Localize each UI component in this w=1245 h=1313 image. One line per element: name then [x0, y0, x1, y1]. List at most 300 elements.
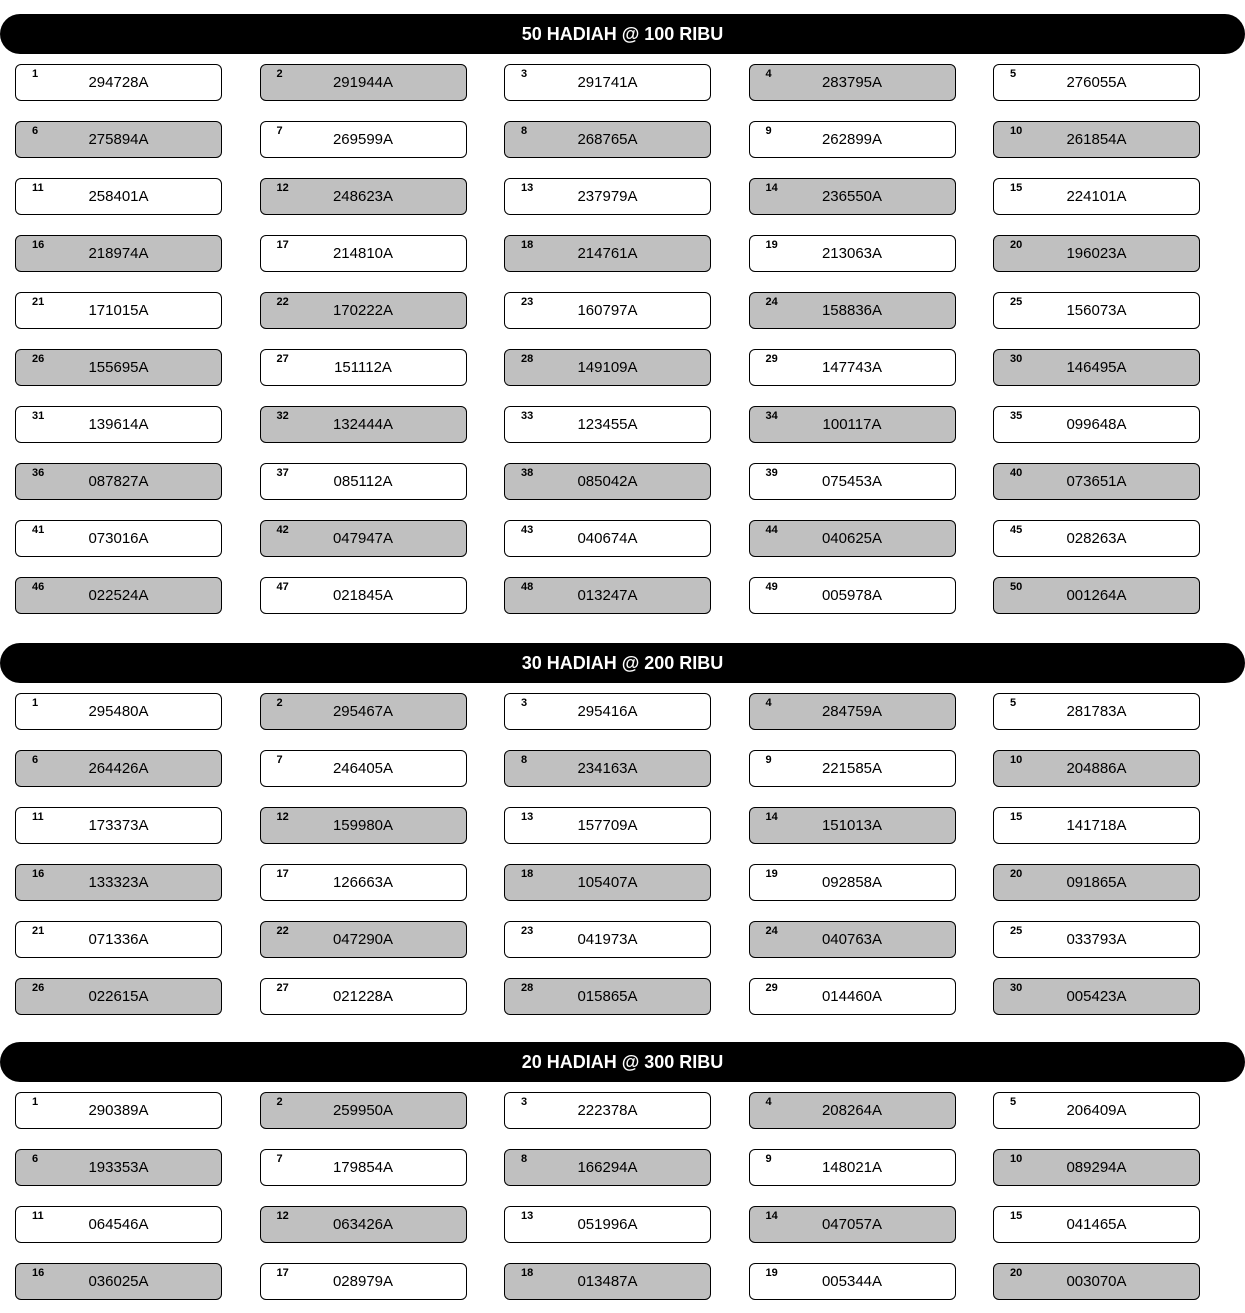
- ticket-code: 291741A: [577, 74, 638, 91]
- ticket-number: 1: [32, 1096, 39, 1108]
- ticket-number: 7: [276, 125, 283, 137]
- ticket-number: 45: [1010, 524, 1023, 536]
- ticket-box: [749, 1206, 956, 1243]
- ticket-code: 246405A: [332, 760, 394, 777]
- ticket-code: 100117A: [822, 416, 882, 433]
- ticket-box: [504, 978, 711, 1015]
- ticket-number: 2: [276, 68, 283, 80]
- ticket-number: 4: [765, 68, 772, 80]
- ticket-box: [749, 178, 956, 215]
- ticket-box: [260, 978, 467, 1015]
- ticket-number: 25: [1010, 296, 1023, 308]
- ticket-box: [993, 864, 1200, 901]
- ticket-number: 34: [765, 410, 778, 422]
- ticket-box: [260, 693, 467, 730]
- ticket-number: 8: [521, 125, 528, 137]
- ticket-box: [15, 121, 222, 158]
- ticket-number: 9: [765, 754, 772, 766]
- ticket-number: 2: [276, 697, 283, 709]
- ticket-code: 248623A: [332, 188, 394, 205]
- ticket-box: [260, 406, 467, 443]
- ticket-box: [749, 921, 956, 958]
- ticket-code: 148021A: [821, 1159, 883, 1176]
- ticket-code: 294728A: [88, 74, 149, 91]
- ticket-number: 13: [521, 811, 534, 823]
- ticket-number: 28: [521, 982, 534, 994]
- ticket-number: 1: [32, 697, 39, 709]
- section-banner: 20 HADIAH @ 300 RIBU: [0, 1042, 1245, 1082]
- ticket-number: 11: [32, 1210, 44, 1222]
- ticket-box: [504, 235, 711, 272]
- ticket-box: [15, 1206, 222, 1243]
- ticket-code: 276055A: [1066, 74, 1127, 91]
- ticket-box: [15, 406, 222, 443]
- ticket-box: [749, 577, 956, 614]
- ticket-number: 8: [521, 754, 528, 766]
- ticket-number: 11: [32, 811, 44, 823]
- ticket-number: 4: [765, 1096, 772, 1108]
- ticket-code: 047947A: [332, 530, 394, 547]
- ticket-code: 159980A: [332, 817, 394, 834]
- ticket-code: 022615A: [88, 988, 149, 1005]
- ticket-box: [749, 1149, 956, 1186]
- ticket-code: 005978A: [821, 587, 883, 604]
- ticket-number: 5: [1010, 68, 1017, 80]
- ticket-number: 31: [32, 410, 45, 422]
- ticket-code: 022524A: [88, 587, 149, 604]
- ticket-code: 291944A: [332, 74, 394, 91]
- ticket-number: 19: [765, 1267, 778, 1279]
- ticket-box: [504, 1092, 711, 1129]
- ticket-box: [15, 864, 222, 901]
- ticket-code: 275894A: [88, 131, 149, 148]
- section-banner: 50 HADIAH @ 100 RIBU: [0, 14, 1245, 54]
- ticket-number: 7: [276, 754, 283, 766]
- ticket-box: [15, 292, 222, 329]
- ticket-box: [260, 463, 467, 500]
- ticket-code: 262899A: [821, 131, 883, 148]
- ticket-number: 20: [1010, 239, 1023, 251]
- ticket-number: 1: [32, 68, 39, 80]
- ticket-box: [15, 921, 222, 958]
- ticket-box: [993, 921, 1200, 958]
- ticket-code: 157709A: [577, 817, 638, 834]
- ticket-code: 064546A: [88, 1216, 149, 1233]
- ticket-box: [749, 121, 956, 158]
- ticket-box: [993, 1206, 1200, 1243]
- ticket-number: 21: [32, 925, 45, 937]
- ticket-box: [749, 1263, 956, 1300]
- ticket-number: 7: [276, 1153, 283, 1165]
- ticket-code: 158836A: [821, 302, 883, 319]
- ticket-number: 17: [276, 1267, 289, 1279]
- ticket-code: 047290A: [332, 931, 394, 948]
- ticket-box: [993, 349, 1200, 386]
- ticket-number: 12: [276, 1210, 289, 1222]
- ticket-number: 28: [521, 353, 534, 365]
- ticket-number: 24: [765, 925, 778, 937]
- ticket-code: 295467A: [332, 703, 394, 720]
- ticket-number: 20: [1010, 868, 1023, 880]
- ticket-code: 295416A: [577, 703, 638, 720]
- ticket-box: [260, 1092, 467, 1129]
- ticket-box: [260, 520, 467, 557]
- ticket-number: 15: [1010, 811, 1023, 823]
- ticket-number: 3: [521, 1096, 528, 1108]
- ticket-box: [993, 121, 1200, 158]
- ticket-code: 028263A: [1066, 530, 1127, 547]
- ticket-number: 32: [276, 410, 289, 422]
- ticket-box: [504, 463, 711, 500]
- ticket-box: [993, 463, 1200, 500]
- ticket-number: 9: [765, 125, 772, 137]
- ticket-number: 6: [32, 754, 39, 766]
- ticket-box: [15, 178, 222, 215]
- ticket-number: 17: [276, 868, 289, 880]
- ticket-box: [504, 64, 711, 101]
- ticket-box: [504, 1149, 711, 1186]
- ticket-box: [260, 121, 467, 158]
- ticket-box: [504, 693, 711, 730]
- ticket-code: 149109A: [577, 359, 638, 376]
- ticket-grid: [15, 693, 1215, 1015]
- ticket-code: 014460A: [821, 988, 883, 1005]
- ticket-box: [260, 1149, 467, 1186]
- ticket-box: [15, 750, 222, 787]
- ticket-code: 258401A: [88, 188, 149, 205]
- ticket-number: 2: [276, 1096, 283, 1108]
- ticket-number: 27: [276, 982, 289, 994]
- ticket-number: 30: [1010, 353, 1023, 365]
- ticket-number: 16: [32, 239, 45, 251]
- ticket-grid: [15, 1092, 1215, 1300]
- ticket-number: 40: [1010, 467, 1023, 479]
- ticket-box: [993, 235, 1200, 272]
- ticket-code: 123455A: [577, 416, 638, 433]
- ticket-box: [504, 1206, 711, 1243]
- ticket-code: 236550A: [821, 188, 883, 205]
- ticket-box: [15, 520, 222, 557]
- ticket-code: 141718A: [1066, 817, 1127, 834]
- ticket-number: 6: [32, 1153, 39, 1165]
- ticket-box: [15, 349, 222, 386]
- ticket-box: [260, 349, 467, 386]
- ticket-box: [15, 1092, 222, 1129]
- ticket-code: 196023A: [1066, 245, 1127, 262]
- ticket-code: 290389A: [88, 1102, 149, 1119]
- ticket-code: 237979A: [577, 188, 638, 205]
- ticket-number: 8: [521, 1153, 528, 1165]
- ticket-number: 14: [765, 182, 778, 194]
- ticket-code: 173373A: [88, 817, 149, 834]
- ticket-code: 021228A: [332, 988, 394, 1005]
- ticket-number: 3: [521, 68, 528, 80]
- ticket-code: 218974A: [88, 245, 149, 262]
- ticket-number: 16: [32, 1267, 45, 1279]
- ticket-box: [504, 864, 711, 901]
- ticket-number: 19: [765, 239, 778, 251]
- ticket-box: [15, 807, 222, 844]
- ticket-number: 41: [32, 524, 45, 536]
- ticket-code: 015865A: [577, 988, 638, 1005]
- ticket-number: 48: [521, 581, 534, 593]
- ticket-code: 013247A: [577, 587, 638, 604]
- ticket-code: 133323A: [88, 874, 149, 891]
- ticket-box: [749, 1092, 956, 1129]
- ticket-number: 13: [521, 1210, 534, 1222]
- ticket-box: [504, 292, 711, 329]
- ticket-number: 26: [32, 982, 45, 994]
- ticket-code: 204886A: [1066, 760, 1127, 777]
- ticket-code: 284759A: [821, 703, 883, 720]
- ticket-code: 041973A: [577, 931, 638, 948]
- ticket-grid: [15, 64, 1215, 614]
- ticket-box: [260, 1263, 467, 1300]
- ticket-number: 12: [276, 182, 289, 194]
- ticket-code: 087827A: [88, 473, 149, 490]
- ticket-code: 281783A: [1066, 703, 1127, 720]
- ticket-number: 18: [521, 239, 534, 251]
- ticket-number: 44: [765, 524, 778, 536]
- ticket-code: 261854A: [1066, 131, 1127, 148]
- ticket-box: [993, 520, 1200, 557]
- ticket-code: 005423A: [1066, 988, 1127, 1005]
- ticket-code: 001264A: [1066, 587, 1127, 604]
- ticket-code: 224101A: [1066, 188, 1127, 205]
- ticket-code: 071336A: [88, 931, 149, 948]
- ticket-box: [260, 864, 467, 901]
- ticket-box: [993, 1263, 1200, 1300]
- ticket-box: [260, 292, 467, 329]
- ticket-number: 23: [521, 296, 534, 308]
- ticket-box: [504, 807, 711, 844]
- ticket-box: [15, 577, 222, 614]
- ticket-box: [260, 577, 467, 614]
- ticket-code: 051996A: [577, 1216, 638, 1233]
- ticket-number: 39: [765, 467, 778, 479]
- ticket-code: 155695A: [88, 359, 149, 376]
- ticket-number: 15: [1010, 1210, 1023, 1222]
- ticket-number: 9: [765, 1153, 772, 1165]
- ticket-code: 171015A: [88, 302, 149, 319]
- ticket-code: 295480A: [88, 703, 149, 720]
- ticket-number: 26: [32, 353, 45, 365]
- ticket-code: 206409A: [1066, 1102, 1127, 1119]
- ticket-box: [260, 1206, 467, 1243]
- ticket-box: [993, 807, 1200, 844]
- ticket-code: 132444A: [332, 416, 394, 433]
- ticket-box: [504, 750, 711, 787]
- ticket-box: [504, 520, 711, 557]
- ticket-number: 49: [765, 581, 778, 593]
- ticket-box: [749, 406, 956, 443]
- ticket-code: 222378A: [577, 1102, 638, 1119]
- ticket-number: 12: [276, 811, 289, 823]
- ticket-number: 10: [1010, 1153, 1023, 1165]
- ticket-box: [993, 1092, 1200, 1129]
- ticket-box: [260, 235, 467, 272]
- ticket-box: [993, 1149, 1200, 1186]
- ticket-code: 213063A: [821, 245, 883, 262]
- ticket-number: 5: [1010, 1096, 1017, 1108]
- ticket-box: [993, 693, 1200, 730]
- ticket-number: 38: [521, 467, 534, 479]
- ticket-number: 14: [765, 811, 778, 823]
- ticket-code: 085112A: [333, 473, 393, 490]
- ticket-code: 089294A: [1066, 1159, 1127, 1176]
- ticket-code: 040763A: [821, 931, 883, 948]
- ticket-code: 063426A: [332, 1216, 394, 1233]
- ticket-code: 147743A: [821, 359, 883, 376]
- ticket-box: [260, 178, 467, 215]
- ticket-box: [993, 178, 1200, 215]
- ticket-number: 18: [521, 868, 534, 880]
- ticket-box: [504, 349, 711, 386]
- ticket-code: 268765A: [577, 131, 638, 148]
- ticket-code: 156073A: [1066, 302, 1127, 319]
- ticket-number: 47: [276, 581, 289, 593]
- ticket-box: [260, 64, 467, 101]
- ticket-box: [993, 292, 1200, 329]
- ticket-code: 214761A: [577, 245, 638, 262]
- ticket-number: 22: [276, 296, 289, 308]
- ticket-number: 36: [32, 467, 45, 479]
- ticket-code: 092858A: [821, 874, 883, 891]
- ticket-box: [15, 463, 222, 500]
- ticket-box: [504, 921, 711, 958]
- ticket-code: 151112A: [334, 359, 392, 376]
- ticket-box: [260, 750, 467, 787]
- ticket-box: [504, 1263, 711, 1300]
- ticket-box: [749, 292, 956, 329]
- ticket-number: 24: [765, 296, 778, 308]
- ticket-code: 091865A: [1066, 874, 1127, 891]
- ticket-code: 073651A: [1066, 473, 1127, 490]
- ticket-box: [749, 693, 956, 730]
- ticket-code: 040625A: [821, 530, 883, 547]
- ticket-box: [749, 750, 956, 787]
- ticket-code: 036025A: [88, 1273, 149, 1290]
- ticket-box: [504, 121, 711, 158]
- ticket-code: 033793A: [1066, 931, 1127, 948]
- ticket-number: 25: [1010, 925, 1023, 937]
- ticket-number: 19: [765, 868, 778, 880]
- ticket-number: 15: [1010, 182, 1023, 194]
- section-banner: 30 HADIAH @ 200 RIBU: [0, 643, 1245, 683]
- ticket-code: 264426A: [88, 760, 149, 777]
- ticket-number: 5: [1010, 697, 1017, 709]
- ticket-number: 4: [765, 697, 772, 709]
- ticket-code: 075453A: [821, 473, 883, 490]
- ticket-number: 13: [521, 182, 534, 194]
- ticket-code: 221585A: [821, 760, 883, 777]
- ticket-number: 50: [1010, 581, 1023, 593]
- ticket-number: 3: [521, 697, 528, 709]
- ticket-number: 27: [276, 353, 289, 365]
- ticket-number: 43: [521, 524, 534, 536]
- ticket-number: 29: [765, 982, 778, 994]
- ticket-code: 283795A: [821, 74, 883, 91]
- ticket-number: 33: [521, 410, 534, 422]
- ticket-code: 208264A: [821, 1102, 883, 1119]
- ticket-code: 073016A: [88, 530, 149, 547]
- ticket-number: 11: [32, 182, 44, 194]
- ticket-box: [15, 693, 222, 730]
- ticket-box: [993, 577, 1200, 614]
- ticket-number: 16: [32, 868, 45, 880]
- ticket-box: [749, 864, 956, 901]
- ticket-number: 35: [1010, 410, 1023, 422]
- ticket-box: [504, 577, 711, 614]
- ticket-code: 105407A: [577, 874, 638, 891]
- ticket-box: [749, 520, 956, 557]
- ticket-code: 003070A: [1066, 1273, 1127, 1290]
- ticket-box: [504, 406, 711, 443]
- ticket-code: 126663A: [332, 874, 394, 891]
- ticket-box: [993, 64, 1200, 101]
- ticket-box: [749, 978, 956, 1015]
- ticket-box: [993, 406, 1200, 443]
- ticket-number: 10: [1010, 754, 1023, 766]
- ticket-number: 17: [276, 239, 289, 251]
- ticket-box: [749, 463, 956, 500]
- ticket-code: 139614A: [88, 416, 149, 433]
- ticket-code: 021845A: [332, 587, 394, 604]
- ticket-code: 099648A: [1066, 416, 1127, 433]
- ticket-code: 028979A: [332, 1273, 394, 1290]
- ticket-number: 30: [1010, 982, 1023, 994]
- ticket-code: 085042A: [577, 473, 638, 490]
- ticket-box: [749, 807, 956, 844]
- ticket-code: 234163A: [577, 760, 638, 777]
- ticket-number: 20: [1010, 1267, 1023, 1279]
- ticket-code: 166294A: [577, 1159, 638, 1176]
- ticket-code: 259950A: [332, 1102, 394, 1119]
- ticket-box: [749, 64, 956, 101]
- ticket-code: 269599A: [332, 131, 394, 148]
- ticket-box: [260, 921, 467, 958]
- ticket-number: 6: [32, 125, 39, 137]
- ticket-box: [993, 978, 1200, 1015]
- ticket-number: 10: [1010, 125, 1023, 137]
- ticket-code: 160797A: [577, 302, 638, 319]
- ticket-number: 42: [276, 524, 289, 536]
- ticket-code: 151013A: [821, 817, 883, 834]
- ticket-code: 041465A: [1066, 1216, 1127, 1233]
- ticket-box: [993, 750, 1200, 787]
- ticket-code: 040674A: [577, 530, 638, 547]
- ticket-number: 18: [521, 1267, 534, 1279]
- ticket-box: [15, 64, 222, 101]
- ticket-code: 179854A: [332, 1159, 394, 1176]
- ticket-box: [749, 235, 956, 272]
- ticket-box: [15, 1263, 222, 1300]
- ticket-code: 146495A: [1066, 359, 1127, 376]
- ticket-code: 013487A: [577, 1273, 638, 1290]
- ticket-number: 37: [276, 467, 289, 479]
- ticket-code: 170222A: [332, 302, 394, 319]
- ticket-box: [260, 807, 467, 844]
- ticket-box: [749, 349, 956, 386]
- ticket-code: 047057A: [821, 1216, 883, 1233]
- ticket-number: 29: [765, 353, 778, 365]
- ticket-number: 21: [32, 296, 45, 308]
- ticket-number: 14: [765, 1210, 778, 1222]
- ticket-number: 23: [521, 925, 534, 937]
- ticket-box: [15, 235, 222, 272]
- ticket-number: 46: [32, 581, 45, 593]
- ticket-box: [504, 178, 711, 215]
